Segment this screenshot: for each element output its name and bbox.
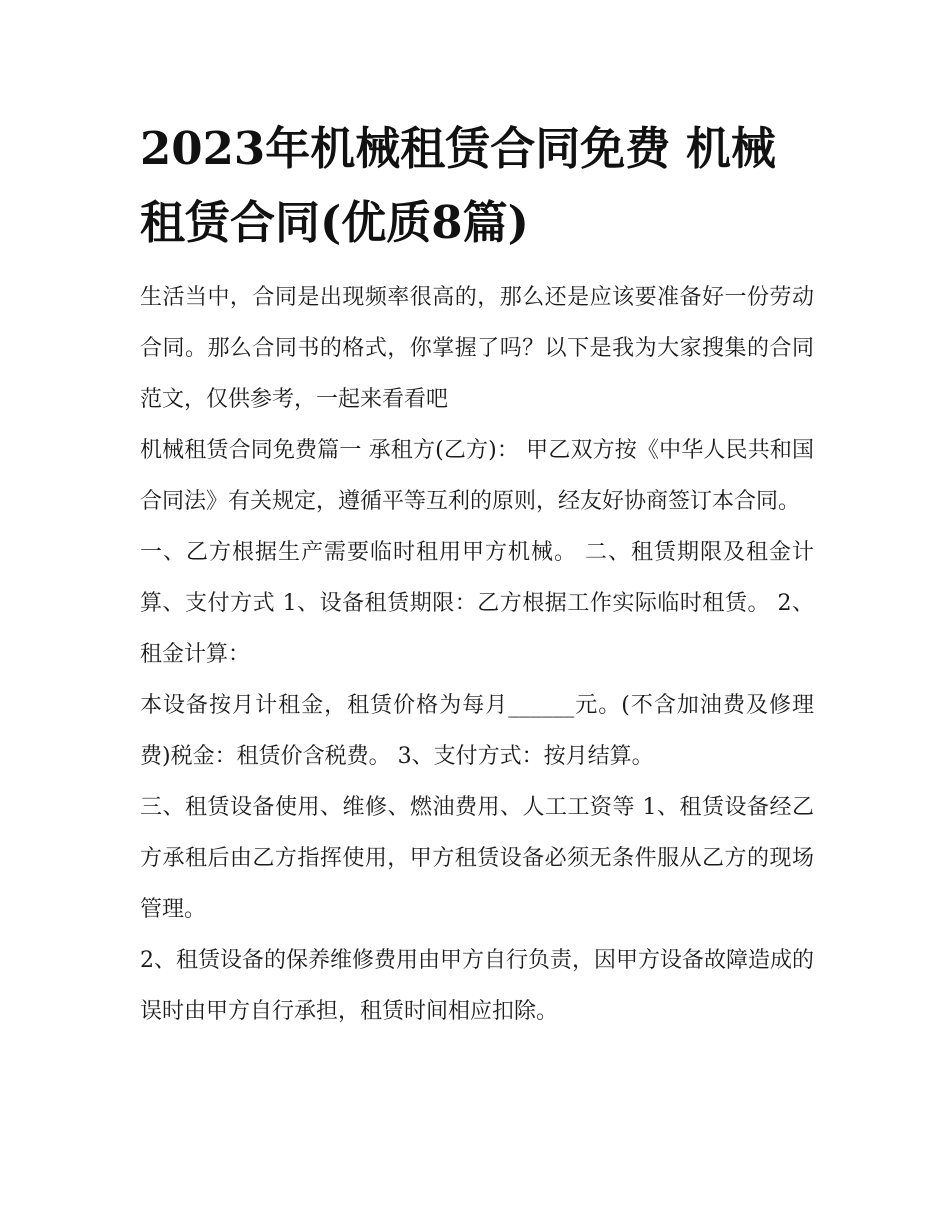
document-title: 2023年机械租赁合同免费 机械租赁合同(优质8篇) [140,122,776,249]
paragraph-equipment-use: 三、租赁设备使用、维修、燃油费用、人工工资等 1、租赁设备经乙方承租后由乙方指挥使用，甲方租赁设备必须无条件服从乙方的现场管理。 [140,795,814,922]
paragraph-term-and-rent: 一、乙方根据生产需要临时租用甲方机械。 二、租赁期限及租金计算、支付方式 1、设备租赁期限：乙方根据工作实际临时租赁。 2、租金计算： [140,540,814,667]
document-body [140,112,814,1037]
paragraph-maintenance: 2、租赁设备的保养维修费用由甲方自行负责，因甲方设备故障造成的误时由甲方自行承担，租赁时间相应扣除。 [140,948,814,1024]
paragraph-rent-price: 本设备按月计租金，租赁价格为每月______元。(不含加油费及修理费)税金：租赁价含税费。 3、支付方式：按月结算。 [140,693,814,769]
paragraph-parties: 机械租赁合同免费篇一 承租方(乙方)： 甲乙双方按《中华人民共和国合同法》有关规定，遵循平等互利的原则，经友好协商签订本合同。 [140,438,814,514]
paragraph-intro: 生活当中，合同是出现频率很高的，那么还是应该要准备好一份劳动合同。那么合同书的格式，你掌握了吗？以下是我为大家搜集的合同范文，仅供参考，一起来看看吧 [140,285,814,412]
